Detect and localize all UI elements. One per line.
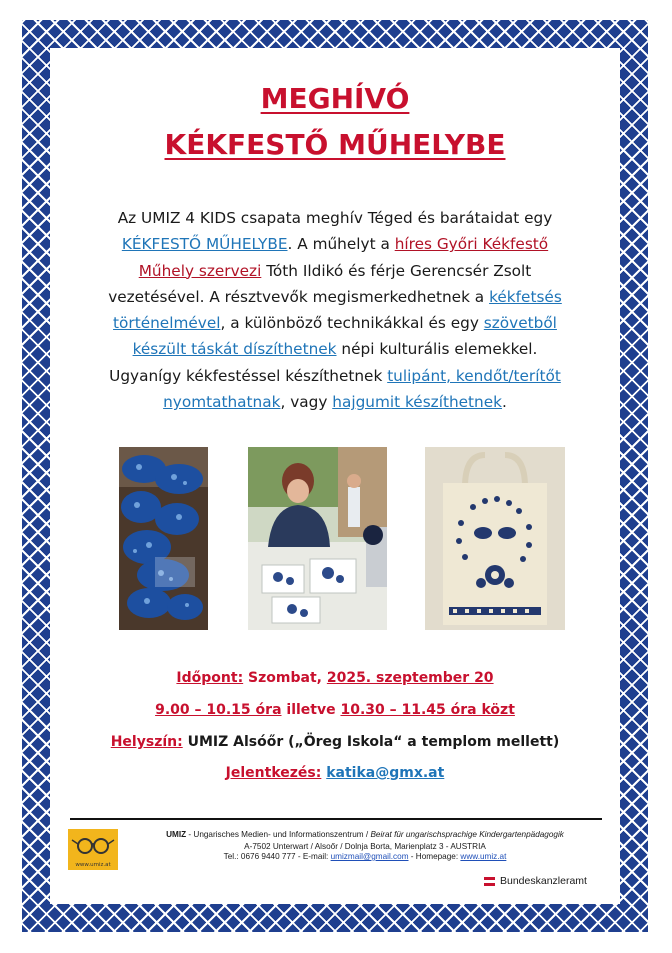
glasses-icon (68, 829, 118, 861)
photo-tote-bag (425, 447, 565, 630)
footer-line-1 (125, 830, 605, 839)
registration-label: Jelentkezés: (225, 765, 322, 781)
body-line: Tóth Ildikó és férje Gerencsér Zsolt (261, 261, 532, 280)
footer-divider (70, 818, 602, 820)
highlight-organizer: Műhely szervezi (138, 261, 262, 280)
footer-contact (125, 852, 605, 861)
footer-address: A-7502 Unterwart / Alsoőr / Dolnja Borta, Marienplatz 3 - AUSTRIA (244, 842, 486, 851)
info-date (50, 670, 620, 686)
date-prefix: Szombat, (243, 670, 327, 686)
body-line: Az UMIZ 4 KIDS csapata meghív Téged és barátaidat egy (117, 209, 553, 227)
footer-email-link[interactable]: umizmail@gmail.com (330, 852, 409, 861)
date-label: Időpont: (176, 670, 244, 686)
title-line2: KÉKFESTŐ MŰHELYBE (164, 128, 506, 161)
highlight-fabric: szövetből (483, 314, 557, 333)
date-value: 2025. szeptember 20 (326, 670, 494, 686)
logo-text: www.umiz.at (75, 862, 111, 868)
body-line: népi kulturális elemekkel. (336, 340, 538, 359)
body-line: . A műhelyt a (287, 235, 395, 254)
footer-homepage-label: - Homepage: (408, 852, 461, 861)
highlight-famous-workshop: híres Győri Kékfestő (394, 235, 549, 254)
info-place (50, 734, 620, 750)
footer-org: UMIZ (166, 830, 187, 839)
body-line: , a különböző technikákkal és egy (220, 314, 484, 333)
body-line: . (502, 393, 507, 412)
title-line1: MEGHÍVÓ (260, 82, 410, 115)
info-time (50, 702, 620, 718)
body-line: , vagy (280, 393, 333, 412)
body-line: Ugyanígy kékfestéssel készíthetnek (109, 366, 388, 385)
place-label: Helyszín: (110, 734, 183, 750)
time-connector: illetve (281, 702, 341, 718)
highlight-tulip: tulipánt, kendőt/terítőt (387, 366, 561, 385)
time-slot-1: 9.00 – 10.15 óra (155, 702, 282, 718)
registration-email-link[interactable]: katika@gmx.at (326, 765, 445, 781)
austria-flag-icon (484, 877, 495, 886)
bundeskanzleramt-text: Bundeskanzleramt (500, 875, 587, 887)
content-area (50, 48, 620, 904)
footer-homepage-link[interactable]: www.umiz.at (460, 852, 507, 861)
footer-org-name: - Ungarisches Medien- und Informationszentrum / (186, 830, 371, 839)
time-slot-2: 10.30 – 11.45 óra közt (340, 702, 515, 718)
invitation-text (68, 205, 602, 415)
footer-board: Beirat für ungarischsprachige Kindergartenpädagogik (370, 830, 564, 839)
photo-workshop (248, 447, 387, 630)
body-line: vezetésével. A résztvevők megismerkedhetnek a (108, 287, 490, 306)
highlight-print: nyomtathatnak (163, 393, 281, 412)
highlight-scrunchie: hajgumit készíthetnek (332, 393, 503, 412)
info-registration (50, 765, 620, 781)
highlight-history-2: történelmével (113, 314, 221, 333)
place-value: UMIZ Alsóőr („Öreg Iskola“ a templom mellett) (182, 734, 560, 750)
umiz-logo (68, 829, 118, 870)
footer-phone: Tel.: 0676 9440 777 - E-mail: (223, 852, 331, 861)
highlight-workshop: KÉKFESTŐ MŰHELYBE (121, 235, 288, 254)
photo-scrunchies (119, 447, 208, 630)
highlight-history: kékfetsés (489, 287, 562, 306)
highlight-bag: készült táskát díszíthetnek (132, 340, 337, 359)
